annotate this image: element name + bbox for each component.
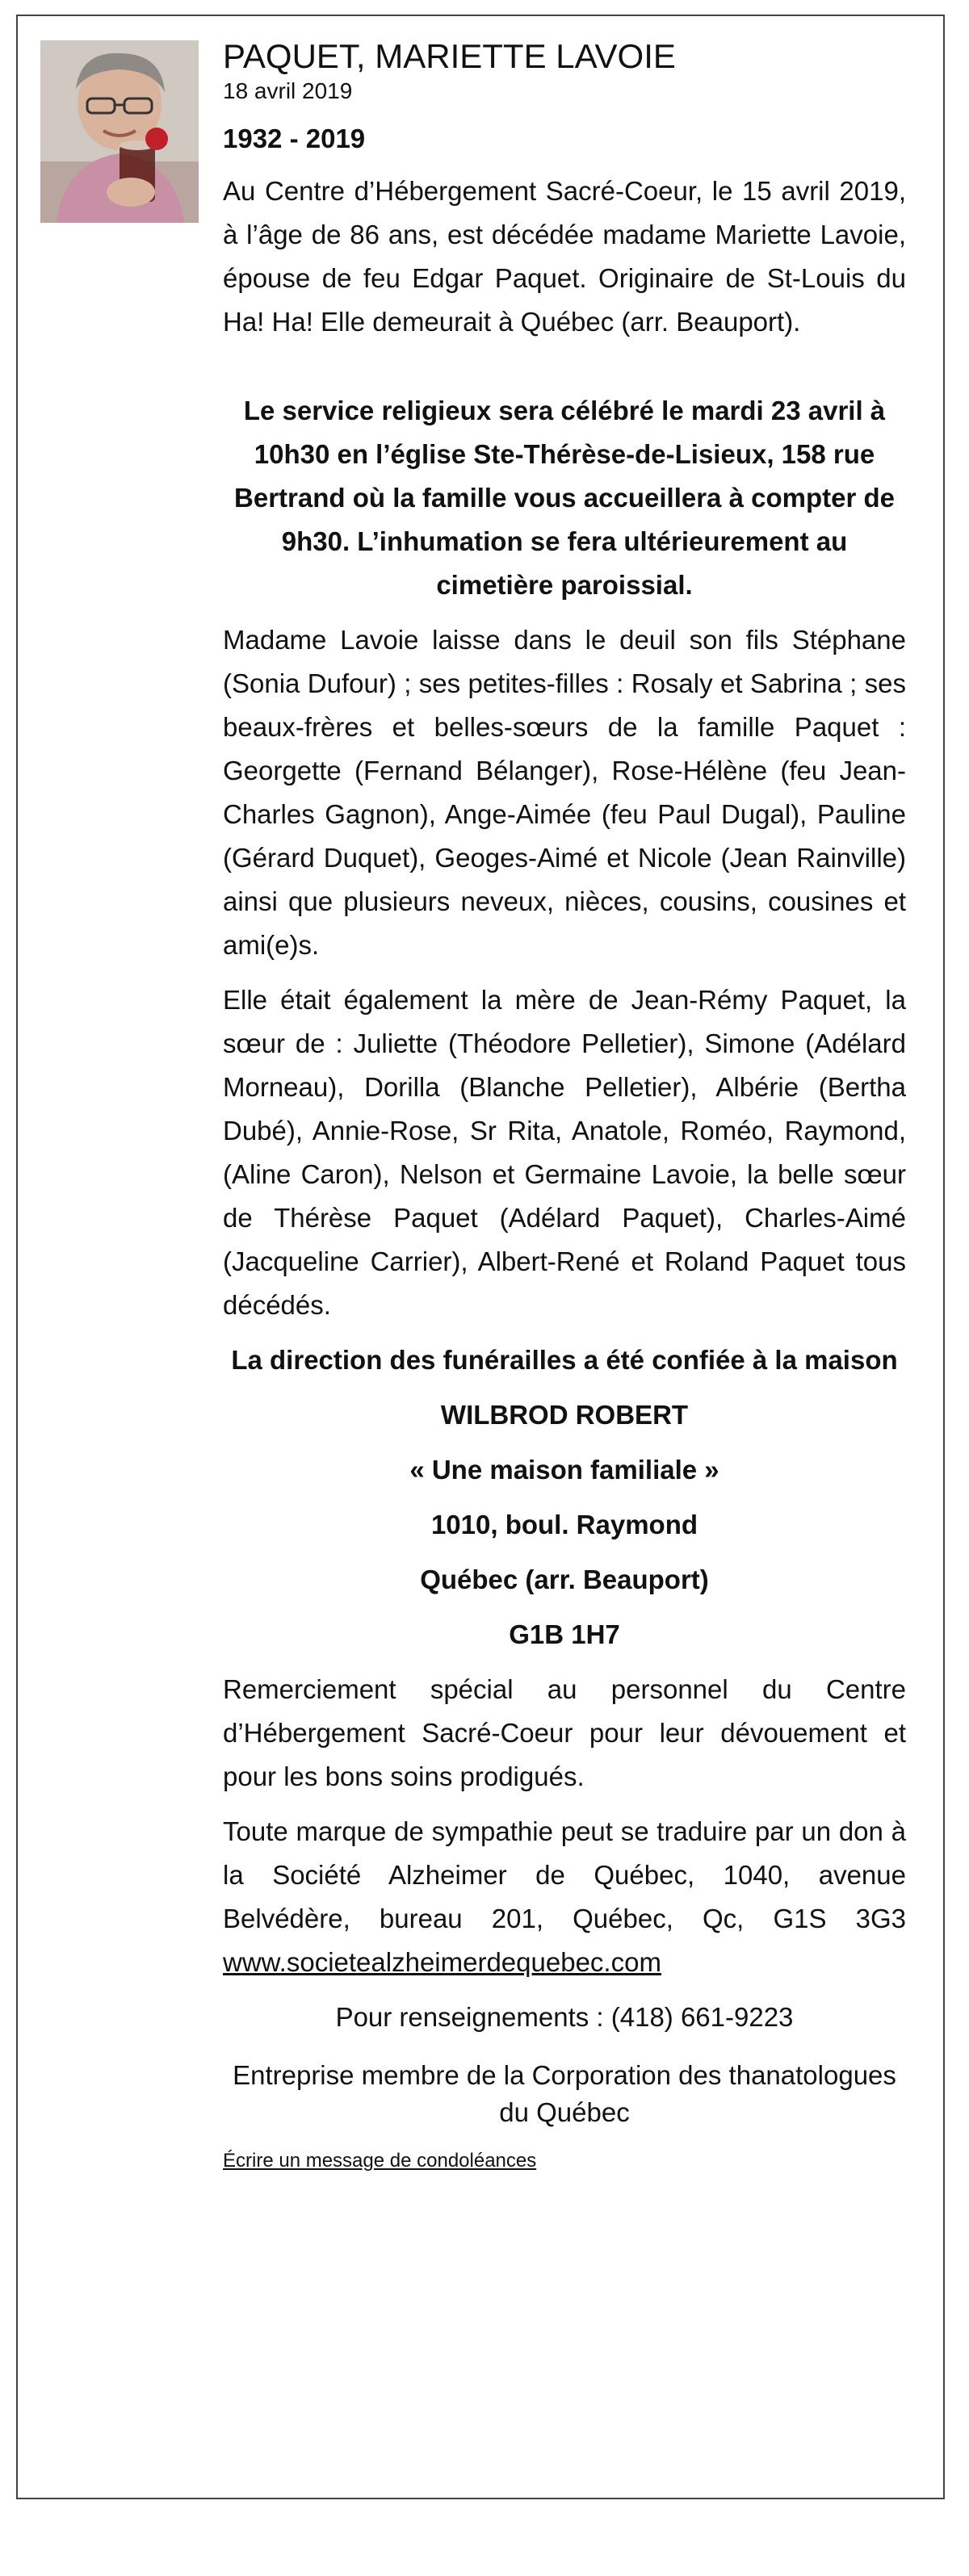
funeral-home-slogan: « Une maison familiale » [409, 1455, 719, 1485]
direction-text: La direction des funérailles a été confiée à la maison [231, 1345, 898, 1375]
member-statement: Entreprise membre de la Corporation des thanatologues du Québec [233, 2060, 896, 2127]
funeral-home-name: WILBROD ROBERT [440, 1400, 689, 1430]
life-years: 1932 - 2019 [223, 124, 366, 153]
obituary-content [223, 36, 906, 2173]
service-paragraph: Le service religieux sera célébré le mardi 23 avril à 10h30 en l’église Ste-Thérèse-de-Lisieux, 158 rue Bertrand où la famille vous accueillera à compter de 9h30. L’inhumation se fera ultérieurement au cimetière paroissial. [234, 396, 895, 600]
family-paragraph: Madame Lavoie laisse dans le deuil son fils Stéphane (Sonia Dufour) ; ses petites-filles : Rosaly et Sabrina ; ses beaux-frères et belles-sœurs de la famille Paquet : Georgette (Fernand Bélanger), Rose-Hélène (feu Jean-Charles Gagnon), Ange-Aimée (feu Paul Dugal), Pauline (Gérard Duquet), Geoges-Aimé et Nicole (Jean Rainville) ainsi que plusieurs neveux, nièces, cousins, cousines et ami(e)s. [223, 625, 906, 960]
publication-date: 18 avril 2019 [223, 78, 353, 103]
donation-link[interactable]: www.societealzheimerdequebec.com [223, 1947, 661, 1977]
intro-paragraph: Au Centre d’Hébergement Sacré-Coeur, le 15 avril 2019, à l’âge de 86 ans, est décédée madame Mariette Lavoie, épouse de feu Edgar Paquet. Originaire de St-Louis du Ha! Ha! Elle demeurait à Québec (arr. Beauport). [223, 176, 906, 337]
condolences-link[interactable]: Écrire un message de condoléances [223, 2150, 537, 2172]
portrait-illustration [40, 40, 199, 223]
thanks-paragraph: Remerciement spécial au personnel du Centre d’Hébergement Sacré-Coeur pour leur dévouement et pour les bons soins prodigués. [223, 1674, 906, 1791]
donation-paragraph [223, 1810, 906, 1984]
portrait-photo [40, 40, 199, 223]
page-title: PAQUET, MARIETTE LAVOIE [223, 37, 676, 75]
funeral-home-address: 1010, boul. Raymond [430, 1510, 698, 1539]
funeral-home-city: Québec (arr. Beauport) [420, 1564, 709, 1594]
funeral-home-postal: G1B 1H7 [509, 1619, 620, 1649]
donation-text: Toute marque de sympathie peut se traduire par un don à la Société Alzheimer de Québec, 1040, avenue Belvédère, bureau 201, Québec, Qc, G1S 3G3 [223, 1816, 906, 1933]
predeceased-paragraph: Elle était également la mère de Jean-Rémy Paquet, la sœur de : Juliette (Théodore Pelletier), Simone (Adélard Morneau), Dorilla (Blanche Pelletier), Albérie (Bertha Dubé), Annie-Rose, Sr Rita, Anatole, Roméo, Raymond, (Aline Caron), Nelson et Germaine Lavoie, la belle sœur de Thérèse Paquet (Adélard Paquet), Charles-Aimé (Jacqueline Carrier), Albert-René et Roland Paquet tous décédés. [223, 985, 906, 1320]
info-phone: Pour renseignements : (418) 661-9223 [335, 2002, 794, 2032]
